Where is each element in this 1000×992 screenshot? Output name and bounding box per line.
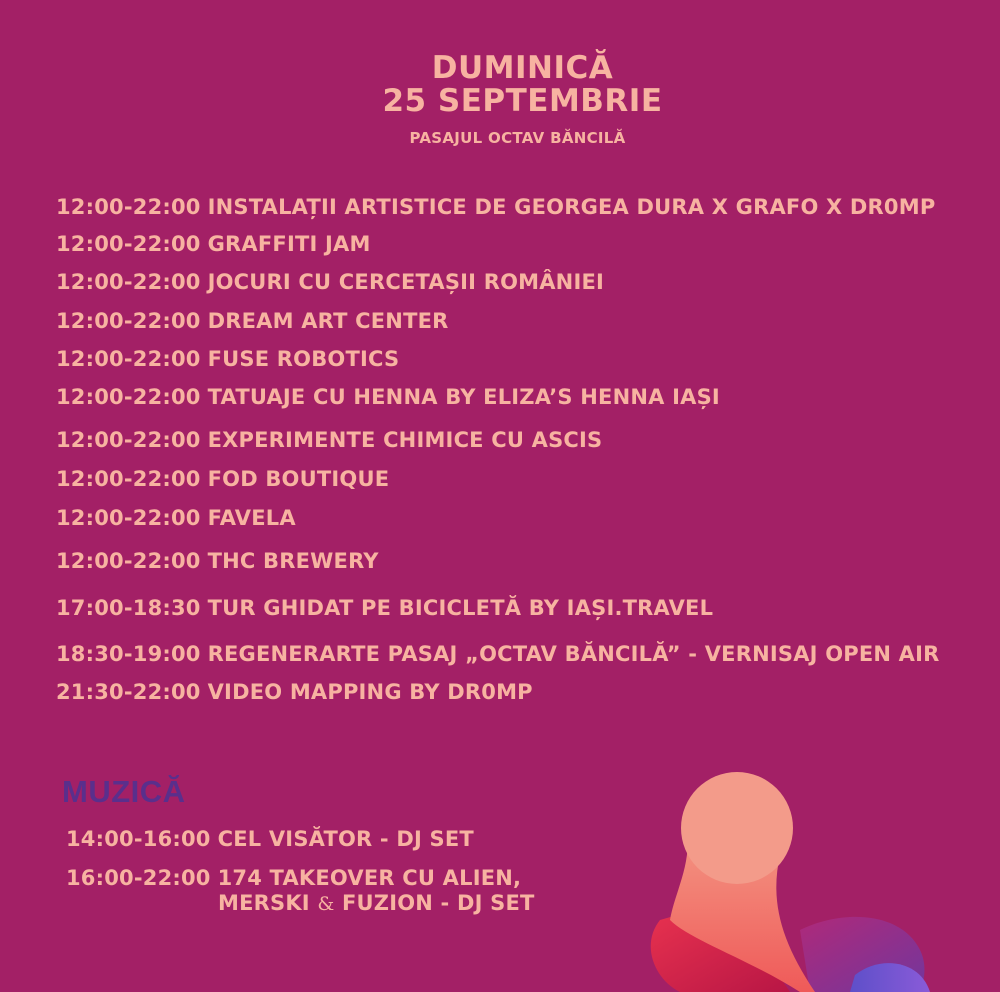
music-item [66,866,535,917]
schedule-title: FOD BOUTIQUE [207,467,390,491]
schedule-item [56,466,389,492]
schedule-time: 12:00-22:00 [56,467,201,491]
schedule-time: 18:30-19:00 [56,642,201,666]
music-heading: MUZICĂ [62,774,186,809]
schedule-time: 21:30-22:00 [56,680,201,704]
schedule-time: 17:00-18:30 [56,596,201,620]
schedule-time: 12:00-22:00 [56,309,201,333]
schedule-title: FUSE ROBOTICS [207,347,400,371]
schedule-item [56,231,371,257]
music-title-continuation [66,891,535,917]
schedule-time: 12:00-22:00 [56,270,201,294]
schedule-time: 12:00-22:00 [56,195,201,219]
schedule-title: FAVELA [207,506,296,530]
music-time: 14:00-16:00 [66,827,211,851]
music-title: 174 TAKEOVER CU ALIEN, [217,866,522,890]
schedule-time: 12:00-22:00 [56,385,201,409]
schedule-item [56,505,296,531]
schedule-item [56,269,604,295]
schedule-item [56,641,940,667]
ampersand: & [317,893,335,915]
schedule-title: JOCURI CU CERCETAȘII ROMÂNIEI [207,270,605,294]
schedule-time: 12:00-22:00 [56,428,201,452]
schedule-item [56,679,533,705]
music-artist: FUZION - DJ SET [341,891,535,915]
schedule-item [56,548,379,574]
schedule-item [56,427,602,453]
date-heading: 25 SEPTEMBRIE [382,83,663,119]
schedule-item [56,346,399,372]
decorative-shapes [600,760,1000,992]
schedule-title: TATUAJE CU HENNA BY ELIZA’S HENNA IAȘI [207,385,720,409]
peach-circle [681,772,793,884]
schedule-item [56,595,713,621]
schedule-item [56,308,449,334]
schedule-title: DREAM ART CENTER [207,309,449,333]
schedule-title: REGENERARTE PASAJ „OCTAV BĂNCILĂ” - VERNISAJ OPEN AIR [207,642,940,666]
schedule-time: 12:00-22:00 [56,549,201,573]
music-item [66,827,474,852]
schedule-title: TUR GHIDAT PE BICICLETĂ BY IAȘI.TRAVEL [207,596,714,620]
schedule-time: 12:00-22:00 [56,506,201,530]
schedule-item [56,194,935,220]
music-title: CEL VISĂTOR - DJ SET [217,827,474,851]
schedule-time: 12:00-22:00 [56,347,201,371]
schedule-item [56,384,720,410]
schedule-title: EXPERIMENTE CHIMICE CU ASCIS [207,428,603,452]
schedule-title: INSTALAȚII ARTISTICE DE GEORGEA DURA X GRAFO X DR0MP [207,195,936,219]
schedule-title: GRAFFITI JAM [207,232,371,256]
schedule-title: VIDEO MAPPING BY DR0MP [207,680,533,704]
schedule-title: THC BREWERY [207,549,379,573]
schedule-time: 12:00-22:00 [56,232,201,256]
music-time: 16:00-22:00 [66,866,211,890]
location-subheading: PASAJUL OCTAV BĂNCILĂ [409,129,626,147]
music-artist: MERSKI [218,891,310,915]
day-heading: DUMINICĂ [431,50,614,86]
